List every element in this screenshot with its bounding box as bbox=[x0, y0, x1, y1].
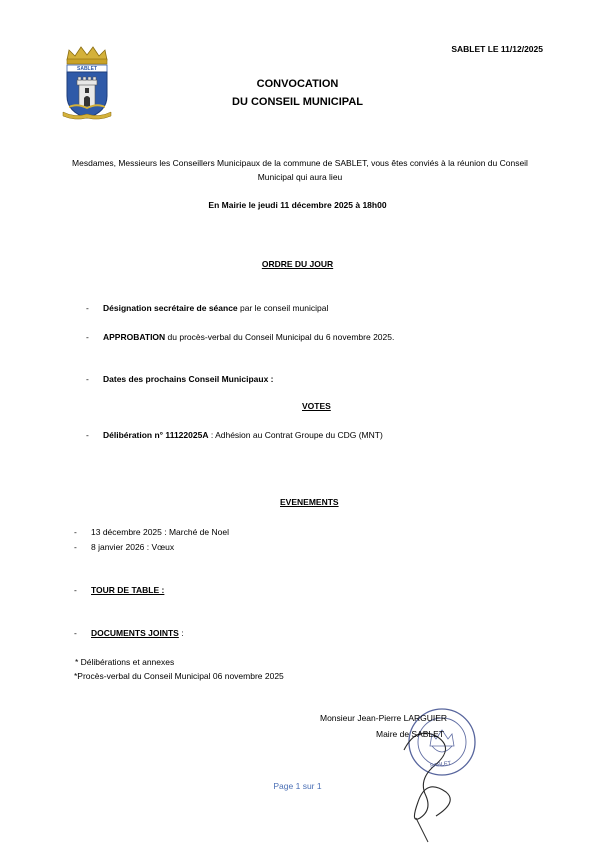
bullet-dash: - bbox=[74, 585, 77, 595]
attachment-item: * Délibérations et annexes bbox=[75, 657, 175, 667]
stamp-text: SABLET bbox=[429, 760, 452, 770]
event-item-text: 8 janvier 2026 : Vœux bbox=[91, 542, 175, 552]
agenda-item-rest: par le conseil municipal bbox=[237, 303, 329, 313]
agenda-item-text bbox=[103, 374, 274, 384]
evenements-heading: EVENEMENTS bbox=[280, 497, 339, 507]
documents-joints-label: DOCUMENTS JOINTS bbox=[91, 628, 179, 638]
crest-band-text: SABLET bbox=[77, 66, 97, 72]
bullet-dash: - bbox=[86, 374, 89, 384]
agenda-item-rest: du procès-verbal du Conseil Municipal du 6 novembre 2025. bbox=[165, 332, 395, 342]
vote-item-rest: : Adhésion au Contrat Groupe du CDG (MNT) bbox=[208, 430, 383, 440]
bullet-dash: - bbox=[74, 542, 77, 552]
agenda-item-bold: Désignation secrétaire de séance bbox=[103, 303, 238, 313]
documents-joints-text bbox=[91, 628, 184, 638]
vote-item-bold: Délibération n° 11122025A bbox=[103, 430, 209, 440]
mayor-stamp-signature bbox=[396, 706, 482, 844]
documents-joints-suffix: : bbox=[178, 628, 184, 638]
tour-de-table-label: TOUR DE TABLE : bbox=[91, 585, 165, 595]
document-title-line1: CONVOCATION bbox=[256, 78, 339, 90]
signer-name: Monsieur Jean-Pierre LARGUIER bbox=[320, 713, 448, 723]
signer-role: Maire de SABLET bbox=[376, 729, 445, 739]
attachment-item: *Procès-verbal du Conseil Municipal 06 novembre 2025 bbox=[74, 671, 284, 681]
agenda-item-text bbox=[103, 332, 394, 342]
vote-item-text bbox=[103, 430, 383, 440]
bullet-dash: - bbox=[74, 628, 77, 638]
agenda-item-text bbox=[103, 303, 328, 313]
document-date: SABLET LE 11/12/2025 bbox=[451, 44, 543, 54]
agenda-item-bold: Dates des prochains Conseil Municipaux : bbox=[103, 374, 274, 384]
document-title-line2: DU CONSEIL MUNICIPAL bbox=[232, 96, 363, 108]
stamp-icon bbox=[396, 706, 482, 844]
votes-heading: VOTES bbox=[302, 401, 331, 411]
bullet-dash: - bbox=[86, 430, 89, 440]
agenda-item-bold: APPROBATION bbox=[103, 332, 166, 342]
page-number: Page 1 sur 1 bbox=[273, 781, 322, 791]
event-item-text: 13 décembre 2025 : Marché de Noel bbox=[91, 527, 229, 537]
bullet-dash: - bbox=[86, 303, 89, 313]
ordre-du-jour-heading: ORDRE DU JOUR bbox=[261, 259, 334, 269]
meeting-details: En Mairie le jeudi 11 décembre 2025 à 18h00 bbox=[208, 200, 387, 210]
bullet-dash: - bbox=[74, 527, 77, 537]
bullet-dash: - bbox=[86, 332, 89, 342]
intro-paragraph: Mesdames, Messieurs les Conseillers Municipaux de la commune de SABLET, vous êtes conviés à la réunion du Conseil Municipal qui aura lieu bbox=[72, 158, 528, 182]
